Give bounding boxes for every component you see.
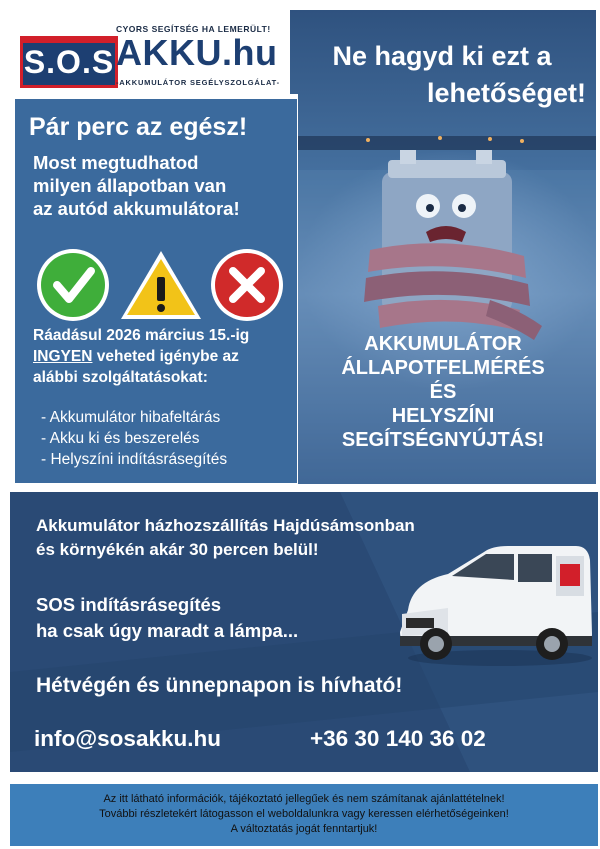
info-title: Pár perc az egész! xyxy=(29,113,248,141)
disclaimer-footer xyxy=(10,784,598,846)
delivery-line: és környékén akár 30 percen belül! xyxy=(36,540,319,559)
brand-logo xyxy=(12,10,280,88)
delivery-line: Akkumulátor házhozszállítás Hajdúsámsonban xyxy=(36,516,415,535)
lead-line: milyen állapotban van xyxy=(33,175,227,196)
info-lead xyxy=(33,151,240,220)
logo-subtitle: -AKKUMULÁTOR SEGÉLYSZOLGÁLAT- xyxy=(116,78,280,87)
logo-sos-badge: S.O.S xyxy=(20,36,118,88)
sos-line: SOS indításrásegítés xyxy=(36,594,222,615)
error-icon xyxy=(211,249,283,321)
offer-line-2 xyxy=(33,346,249,367)
offer-line-1: Ráadásul 2026 március 15.-ig xyxy=(33,327,250,344)
list-item: - Akku ki és beszerelés xyxy=(41,430,200,447)
service-line: ÁLLAPOTFELMÉRÉS xyxy=(341,357,545,379)
disclaimer-line: A változtatás jogát fenntartjuk! xyxy=(230,823,378,835)
info-panel xyxy=(15,99,297,483)
disclaimer-line: További részletekért látogasson el weboldalunkra vagy keressen elérhetőségeinken! xyxy=(99,808,509,820)
offer-text xyxy=(33,325,249,388)
logo-tagline: CYORS SEGÍTSÉG HA LEMERÜLT! xyxy=(116,24,271,34)
warning-icon xyxy=(121,251,201,319)
contact-email[interactable]: info@sosakku.hu xyxy=(34,726,221,751)
lower-banner xyxy=(10,492,598,772)
headline-line-2: lehetőséget! xyxy=(426,78,586,108)
sos-line: ha csak úgy maradt a lámpa... xyxy=(36,620,299,641)
lead-line: Most megtudhatod xyxy=(33,152,199,173)
disclaimer-line: Az itt látható információk, tájékoztató jellegűek és nem számítanak ajánlattételnek! xyxy=(103,793,505,805)
headline-line-1: Ne hagyd ki ezt a xyxy=(332,41,552,71)
offer-line-3: alábbi szolgáltatásokat: xyxy=(33,369,208,386)
hero-panel xyxy=(290,10,596,484)
service-line: AKKUMULÁTOR xyxy=(364,333,522,355)
status-icons xyxy=(37,247,287,329)
delivery-text xyxy=(36,514,415,562)
free-highlight: INGYEN xyxy=(33,348,93,365)
offer-line-2-rest: veheted igénybe az xyxy=(92,348,239,365)
check-icon xyxy=(37,249,109,321)
service-line: SEGÍTSÉGNYÚJTÁS! xyxy=(341,429,545,451)
list-item: - Akkumulátor hibafeltárás xyxy=(41,409,221,426)
service-line: ÉS xyxy=(429,381,457,403)
info-box xyxy=(10,94,298,484)
lead-line: az autód akkumulátora! xyxy=(33,198,240,219)
logo-name: AKKU.hu xyxy=(116,32,278,73)
hero-headline xyxy=(290,38,590,112)
weekend-text: Hétvégén és ünnepnapon is hívható! xyxy=(36,674,403,697)
service-van-image xyxy=(388,538,594,668)
sos-start-text xyxy=(36,592,298,644)
service-line: HELYSZÍNI xyxy=(391,405,495,427)
service-headline xyxy=(290,332,596,452)
services-list xyxy=(41,407,227,470)
list-item: - Helyszíni indításrásegítés xyxy=(41,451,228,468)
contact-phone[interactable]: +36 30 140 36 02 xyxy=(310,726,486,751)
